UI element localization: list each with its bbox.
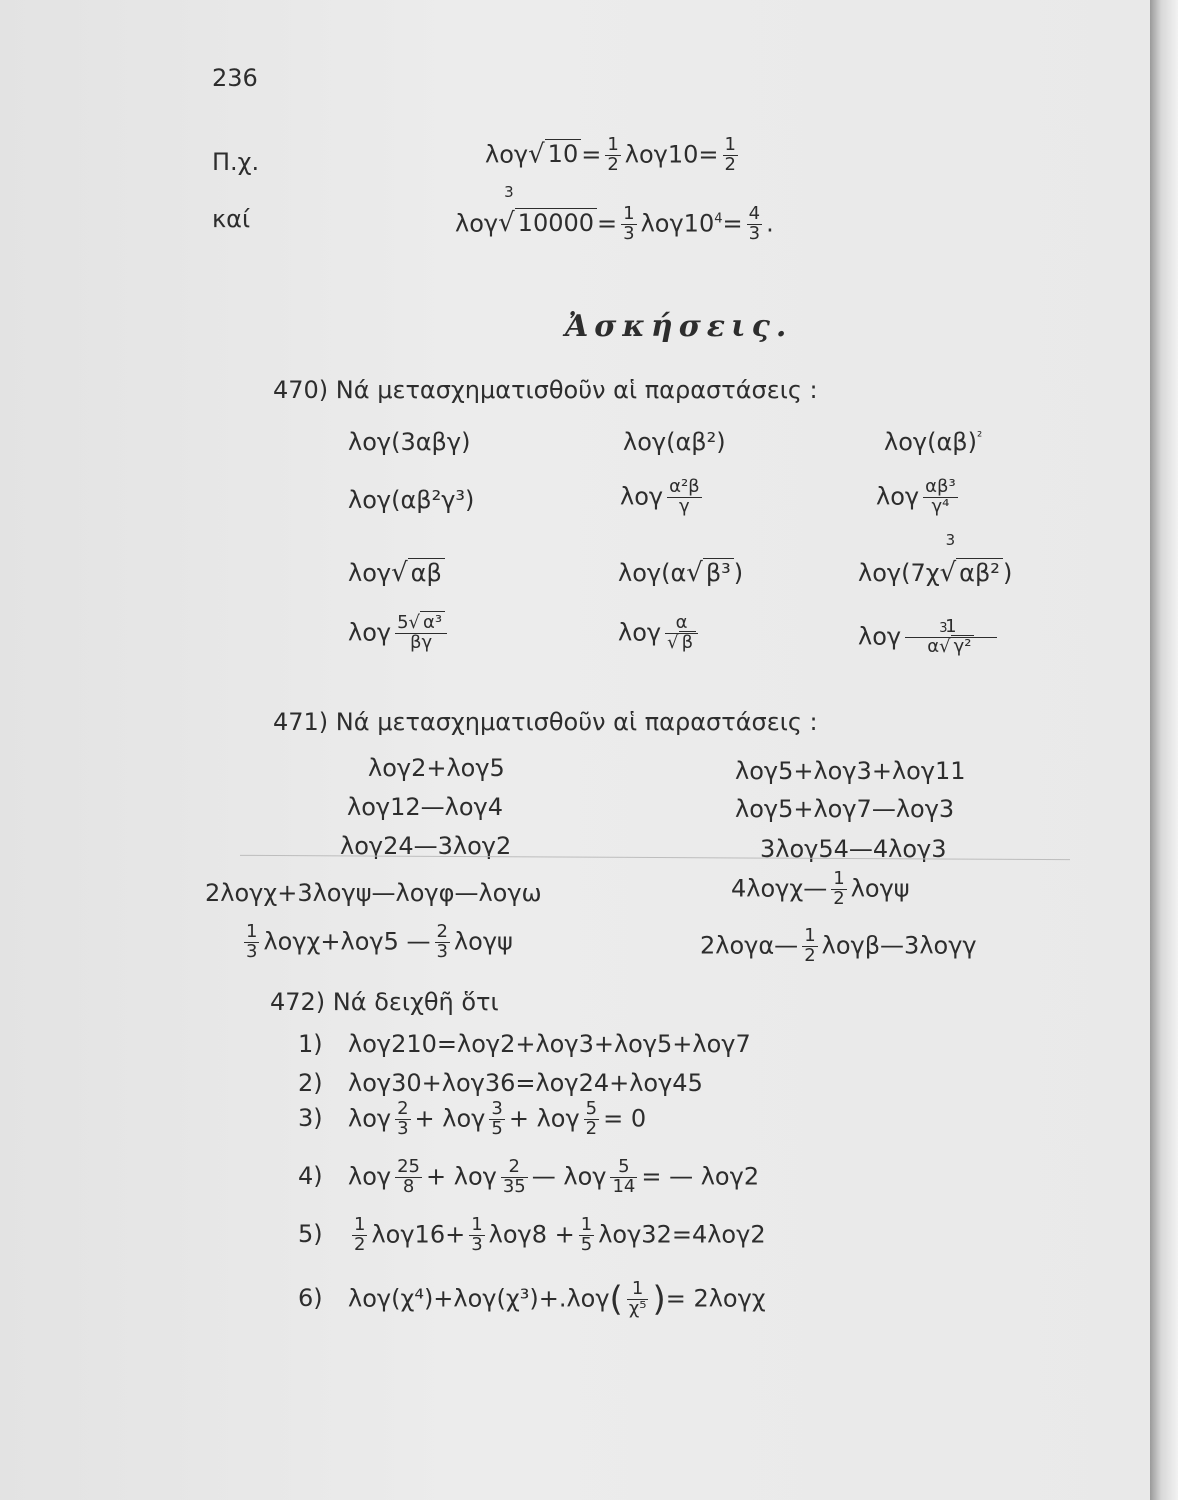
ex470-r1-c: $\lambda o\gamma(\alpha\beta)^{^2}$ [884, 428, 983, 456]
ex471-left-3: λογ24—3λογ2 [340, 832, 512, 860]
ex470-r4-a: λογ $\frac{\text{5√ α³}}{\beta\gamma}$ [348, 614, 451, 653]
ex470-r2-c: λογ $\frac{\text{αβ³}}{\text{γ⁴}}$ [876, 476, 956, 517]
ex470-r1-b: λογ(αβ²) [623, 428, 726, 456]
example-equation-1: λογ√ 10 = $\frac{1}{2}$ λογ10= $\frac{1}{2}$ [485, 134, 736, 175]
page-edge [1150, 0, 1178, 1500]
ex472-item-6: 6) λογ(χ⁴)+λογ(χ³)+.λογ( $\frac{1}{\text{χ⁵}}$ )= 2λογχ [298, 1278, 766, 1320]
ex472-item-2: 2) λογ30+λογ36=λογ24+λογ45 [298, 1069, 703, 1097]
example-equation-2: λογ 3 √ 10000 = $\frac{1}{3}$ $\lambda o\gamma 10^4=$ $\frac{4}{3}$ . [455, 183, 774, 244]
ex471-right-4: 4λογχ— $\frac{1}{2}$ λογψ [731, 868, 910, 909]
ex470-r2-a: λογ(αβ²γ³) [348, 486, 475, 514]
section-heading: Ἀσκήσεις. [565, 309, 793, 344]
ex470-r3-c: λογ(7χ 3 √ αβ² ) [858, 531, 1013, 588]
page-number: 236 [212, 64, 258, 92]
ex470-r3-b: λογ(α√ β³ ) [618, 558, 744, 588]
ex472-item-3: 3) λογ $\frac{2}{3}$ + λογ $\frac{3}{5}$ + λογ $\frac{5}{2}$ = 0 [298, 1098, 647, 1139]
ex471-left-1: λογ2+λογ5 [368, 754, 505, 782]
ex471-left-2: λογ12—λογ4 [347, 793, 503, 821]
example-label: Π.χ. [212, 148, 260, 176]
ex470-r4-c: λογ 1 3 α√ γ² [858, 618, 1001, 657]
ex472-item-1: 1) λογ210=λογ2+λογ3+λογ5+λογ7 [298, 1030, 751, 1058]
ex471-right-5: 2λογα— $\frac{1}{2}$ λογβ—3λογγ [700, 925, 977, 966]
ex471-right-3: 3λογ54—4λογ3 [760, 835, 947, 863]
ex470-r2-b: λογ $\frac{\text{α²β}}{\gamma}$ [620, 476, 700, 517]
exercise-472-title: 472) Νά δειχθῆ ὅτι [270, 988, 499, 1016]
ex470-r1-a: λογ(3αβγ) [348, 428, 471, 456]
ex471-left-4: 2λογχ+3λογψ—λογφ—λογω [205, 879, 542, 907]
ex471-left-5: $\frac{1}{3}$ λογχ+λογ5 — $\frac{2}{3}$ λογψ [246, 921, 513, 962]
ex472-item-5: 5) $\frac{1}{2}$ λογ16+ $\frac{1}{3}$ λογ8 + $\frac{1}{5}$ λογ32=4λογ2 [298, 1214, 766, 1255]
exercise-471-title: 471) Νά μετασχηματισθοῦν αἱ παραστάσεις : [273, 708, 818, 736]
ex471-right-2: λογ5+λογ7—λογ3 [735, 795, 955, 823]
exercise-470-title: 470) Νά μετασχηματισθοῦν αἱ παραστάσεις : [273, 376, 818, 404]
ex470-r3-a: λογ√ αβ [348, 560, 445, 586]
ex470-r4-b: λογ $\frac{\alpha}{√ \beta}$ [618, 614, 702, 653]
example-label-2: καί [212, 205, 251, 233]
ex472-item-4: 4) λογ $\frac{25}{8}$ + λογ $\frac{2}{35}$ — λογ $\frac{5}{14}$ = — λογ2 [298, 1156, 760, 1197]
ex471-right-1: λογ5+λογ3+λογ11 [735, 757, 966, 785]
